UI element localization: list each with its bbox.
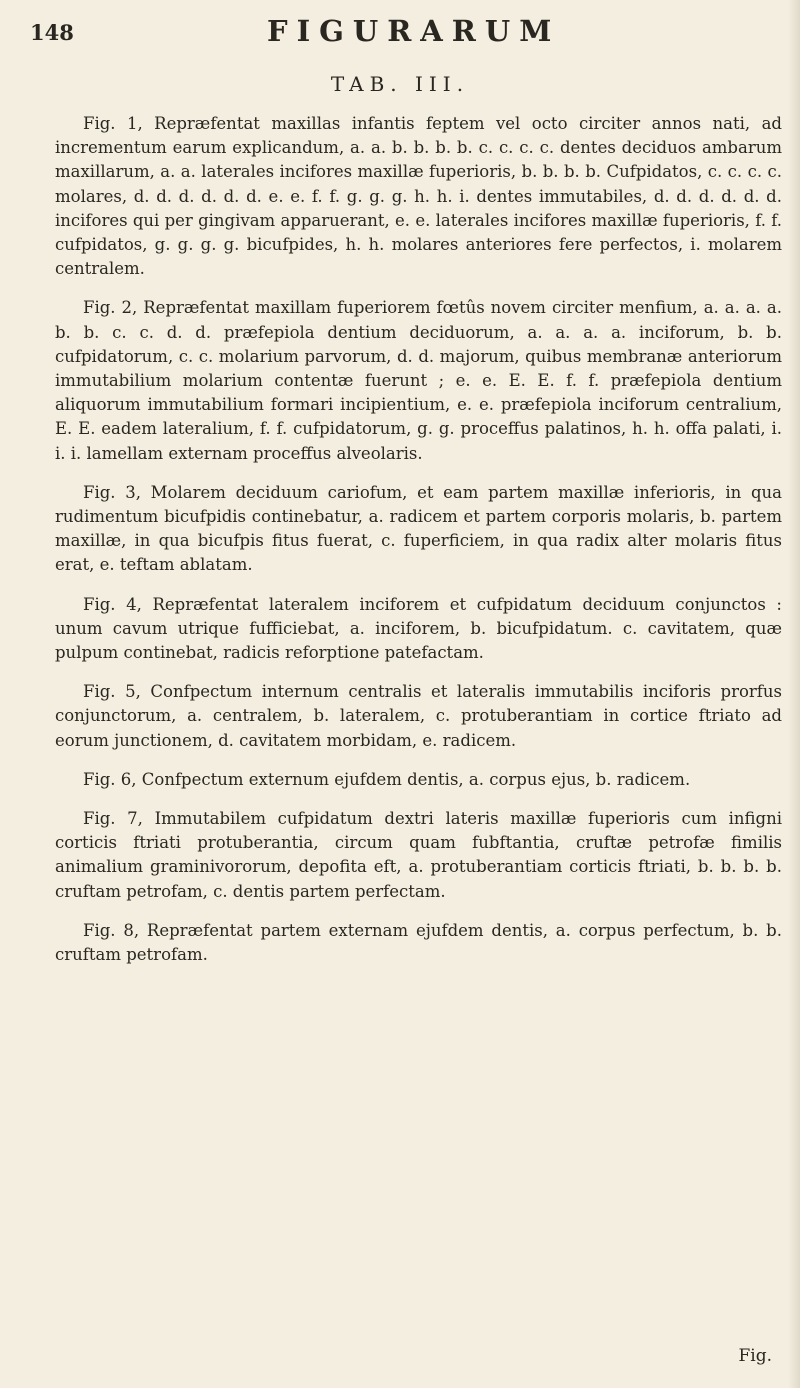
figure-description-8: Fig. 8, Repræfentat partem externam ejufdem dentis, a. corpus perfectum, b. b. cruftam petrofam.: [55, 920, 782, 965]
figure-description-1: Fig. 1, Repræfentat maxillas infantis feptem vel octo circiter annos nati, ad incrementum earum explicandum, a. a. b. b. b. b. c. c. c. c. dentes deciduos ambarum maxillarum, a. a. laterales incifores maxillæ fuperioris, b. b. b. b. Cufpidatos, c. c. c. c. molares, d. d. d. d. d. d. e. e. f. f. g. g. g. h. h. i. dentes immutabiles, d. d. d. d. d. d. incifores qui per gingivam apparuerant, e. e. laterales incifores maxillæ fuperioris, f. f. cufpidatos, g. g. g. g. bicufpides, h. h. molares anteriores fere perfectos, i. molarem centralem.: [55, 114, 782, 279]
figure-description-5: Fig. 5, Confpectum internum centralis et lateralis immutabilis inciforis prorfus conjunctorum, a. centralem, b. lateralem, c. protuberantiam in cortice ftriato ad eorum junctionem, d. cavitatem morbidam, e. radicem.: [55, 682, 782, 750]
page-header: [0, 14, 800, 54]
figure-description-6: Fig. 6, Confpectum externum ejufdem dentis, a. corpus ejus, b. radicem.: [83, 769, 691, 789]
running-title: FIGURARUM: [267, 14, 561, 48]
catchword: Fig.: [738, 1346, 772, 1366]
figure-description-2: Fig. 2, Repræfentat maxillam fuperiorem fœtûs novem circiter menfium, a. a. a. a. b. b. c. c. d. d. præfepiola dentium deciduorum, a. a. a. a. inciforum, b. b. cufpidatorum, c. c. molarium parvorum, d. d. majorum, quibus membranæ anteriorum immutabilium molarium contentæ fuerunt ; e. e. E. E. f. f. præfepiola dentium aliquorum immutabilium formari incipientium, e. e. præfepiola inciforum centralium, E. E. eadem lateralium, f. f. cufpidatorum, g. g. proceffus palatinos, h. h. offa palati, i. i. i. lamellam externam proceffus alveolaris.: [55, 298, 782, 463]
page-edge-shadow: [788, 0, 800, 1388]
figure-description-3: Fig. 3, Molarem deciduum cariofum, et eam partem maxillæ inferioris, in qua rudimentum bicufpidis continebatur, a. radicem et partem corporis molaris, b. partem maxillæ, in qua bicufpis fitus fuerat, c. fuperficiem, in qua radix alter molaris fitus erat, e. teftam ablatam.: [55, 482, 782, 575]
page-number: 148: [30, 20, 74, 45]
body-text: [55, 112, 782, 982]
plate-title: TAB. III.: [330, 72, 470, 96]
figure-description-7: Fig. 7, Immutabilem cufpidatum dextri lateris maxillæ fuperioris cum infigni corticis ftriati protuberantia, circum quam fubftantia, cruftæ petrofæ fimilis animalium graminivororum, depofita eft, a. protuberantiam corticis ftriati, b. b. b. b. cruftam petrofam, c. dentis partem perfectam.: [55, 809, 782, 901]
figure-description-4: Fig. 4, Repræfentat lateralem inciforem et cufpidatum deciduum conjunctos : unum cavum utrique fufficiebat, a. inciforem, b. bicufpidatum. c. cavitatem, quæ pulpum continebat, radicis reforptione patefactam.: [55, 594, 782, 663]
